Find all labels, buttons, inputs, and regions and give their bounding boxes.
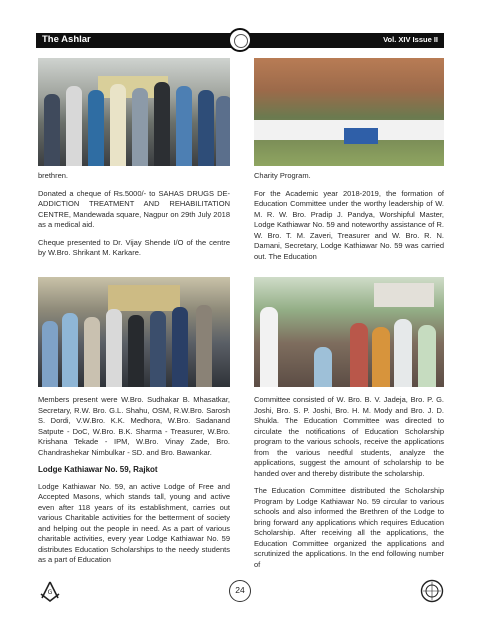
person-figure — [128, 315, 144, 387]
paragraph: Committee consisted of W. Bro. B. V. Jadeja, Bro. P. G. Joshi, Bro. S. P. Joshi, Bro. H. M. Mody and Bro. J. D. Shukla. The Education Committee was directed to circulate the notifications of Education Scholarship program to the various schools, receive the applications from the various needful students, analyze the applications, suggest the amount of scholarship to be handed over and thereby distribute the scholarship. — [254, 395, 444, 478]
person-figure — [350, 323, 368, 387]
person-figure — [196, 305, 212, 387]
lodge-seal-icon — [420, 579, 444, 603]
paragraph: Lodge Kathiawar No. 59, an active Lodge of Free and Accepted Masons, which stands tall, young and active even after 118 years of its establishment, carries out various Charitable activities for the betterment of society and helping out the people in need. As a part of various charitable activities, every year Lodge Kathiawar No. 59 distributes Education Scholarships to the needy students as a part of Education — [38, 481, 230, 564]
photo-scholarship-committee — [38, 277, 230, 387]
person-figure — [88, 90, 104, 166]
page-number: 24 — [229, 580, 251, 602]
person-figure — [172, 307, 188, 387]
photo-donation-cheque — [38, 58, 230, 166]
square-compass-emblem-icon — [38, 580, 62, 602]
person-figure — [394, 319, 412, 387]
person-figure — [198, 90, 214, 166]
person-figure — [176, 86, 192, 166]
photo-banner — [108, 285, 180, 311]
column-right-bottom — [254, 395, 444, 577]
paragraph: For the Academic year 2018-2019, the formation of Education Committee under the worthy leadership of W. M. R. W. Bro. Pradip J. Pandya, Worshipful Master, Lodge Kathiawar No. 59 and noteworthy assistance of R. W. Bro. T. M. Zaveri, Treasurer and W. Bro. R. N. Damani, Secretary, Lodge Kathiawar No. 59 was carried out. The Education — [254, 188, 444, 261]
svg-text:G: G — [47, 589, 53, 596]
person-figure — [260, 307, 278, 387]
paragraph: brethren. — [38, 171, 69, 180]
section-heading: Lodge Kathiawar No. 59, Rajkot — [38, 465, 158, 474]
column-left-top — [38, 171, 230, 266]
person-figure — [132, 88, 148, 166]
person-figure — [110, 84, 126, 166]
person-figure — [44, 94, 60, 166]
magazine-title: The Ashlar — [42, 34, 91, 45]
person-figure — [42, 321, 58, 387]
paragraph: The Education Committee distributed the Scholarship Program by Lodge Kathiawar No. 59 circular to various schools and also informed the Brethren of the Lodge to bring forward any applications which requires Education Scholarship. After receiving all the applications, the Education Committee organized the applications and scrutinized the applications. In the end following number of — [254, 486, 444, 569]
person-figure — [418, 325, 436, 387]
person-figure — [216, 96, 230, 166]
person-figure — [154, 82, 170, 166]
column-left-bottom — [38, 395, 230, 573]
person-figure — [84, 317, 100, 387]
person-figure — [372, 327, 390, 387]
person-figure — [62, 313, 78, 387]
volume-label: Vol. XIV Issue II — [383, 35, 438, 44]
photo-scholarship-distribution — [254, 277, 444, 387]
paragraph: Charity Program. — [254, 171, 311, 180]
photo-charity-program-meeting — [254, 58, 444, 166]
person-figure — [314, 347, 332, 387]
photo-tent — [374, 283, 434, 307]
person-figure — [66, 86, 82, 166]
photo-sign — [344, 128, 378, 144]
paragraph: Members present were W.Bro. Sudhakar B. Mhasatkar, Secretary, R.W. Bro. G.L. Shahu, OSM, R.W.Bro. Sarosh S. Dordi, V.W.Bro. K.K. Medhora, W.Bro. Sadanand Satpute - DoC, W.Bro. B.K. Sharma - Treasurer, W.Bro. Krishana Tekade - IPM, W.Bro. Vinay Zade, Bro. Chandrashekar Nimbulkar - SD. and Bro. Bawankar. — [38, 395, 230, 457]
person-figure — [150, 311, 166, 387]
grand-lodge-seal-icon — [228, 28, 252, 52]
paragraph: Cheque presented to Dr. Vijay Shende I/O of the centre by W.Bro. Shrikant M. Karkare. — [38, 237, 230, 257]
column-right-top — [254, 171, 444, 269]
person-figure — [106, 309, 122, 387]
paragraph: Donated a cheque of Rs.5000/- to SAHAS DRUGS DE-ADDICTION TREATMENT AND REHABILITATION CENTRE, Mandewada square, Nagpur on 29th July 2018 as a medical aid. — [38, 188, 230, 229]
